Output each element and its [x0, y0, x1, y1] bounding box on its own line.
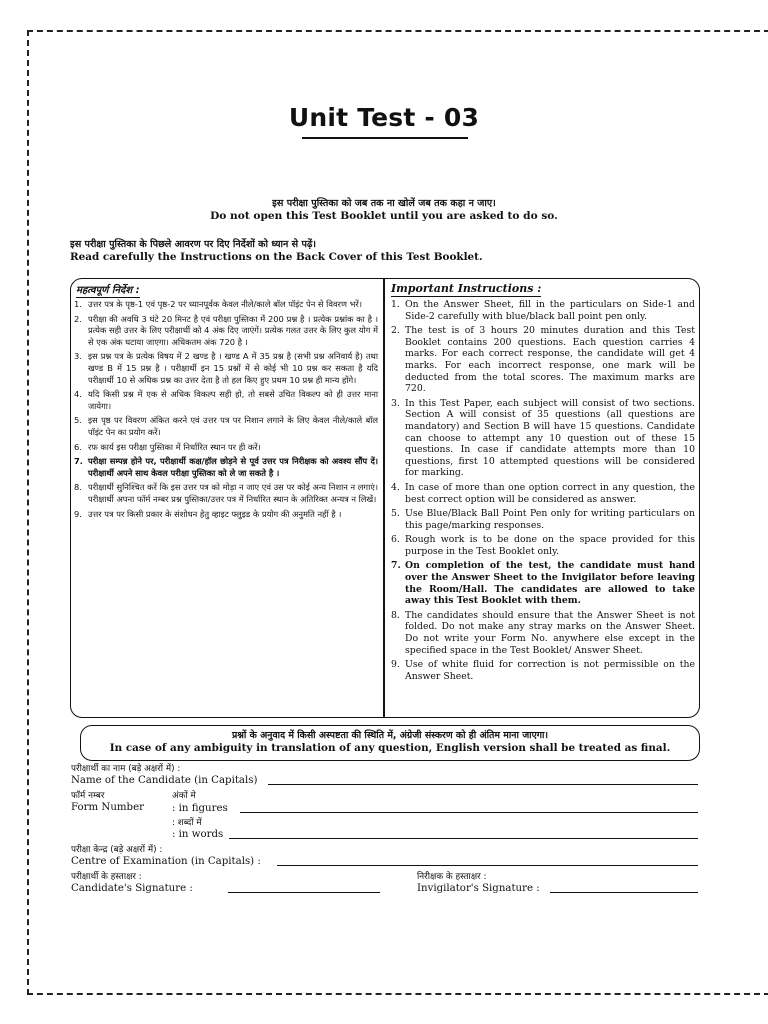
page-title: Unit Test - 03	[288, 103, 480, 132]
item-text: उत्तर पत्र पर किसी प्रकार के संशोधन हेतु व्हाइट फ्लुइड के प्रयोग की अनुमति नहीं है ।	[88, 508, 342, 519]
candidate-signature-label: Candidate's Signature :	[71, 883, 193, 894]
list-item	[391, 508, 695, 531]
list-item	[391, 398, 695, 479]
hindi-heading-underline	[76, 297, 140, 298]
list-item	[391, 560, 695, 606]
list-item	[74, 456, 378, 479]
form-number-label-hindi: फॉर्म नम्बर	[71, 791, 105, 801]
exam-centre-label: Centre of Examination (in Capitals) :	[71, 856, 261, 867]
list-item	[391, 534, 695, 557]
item-number: 4.	[391, 481, 400, 493]
in-figures-label-hindi: अंकों मे	[172, 791, 196, 801]
exam-centre-field[interactable]	[277, 865, 698, 866]
item-text: The candidates should ensure that the Answer Sheet is not folded. Do not make any stray marks on the Answer Sheet. Do not write your Form No. anywhere else except in the specified space in the Test Booklet/ Answer Sheet.	[405, 609, 695, 656]
list-item	[391, 299, 695, 322]
hindi-instructions-list	[74, 299, 378, 523]
item-text: रफ कार्य इस परीक्षा पुस्तिका में निर्धारित स्थान पर ही करें।	[88, 441, 261, 452]
item-text: Rough work is to be done on the space provided for this purpose in the Test Booklet only.	[405, 534, 695, 557]
notice-english: Do not open this Test Booklet until you are asked to do so.	[210, 210, 558, 222]
list-item	[391, 482, 695, 505]
list-item	[74, 509, 378, 521]
in-figures-label: : in figures	[172, 803, 228, 814]
instructions-divider	[383, 279, 385, 717]
item-text: On the Answer Sheet, fill in the particulars on Side-1 and Side-2 carefully with blue/black ball point pen only.	[405, 299, 695, 322]
item-number: 3.	[74, 351, 82, 362]
list-item	[391, 610, 695, 656]
list-item	[74, 415, 378, 438]
list-item	[391, 325, 695, 395]
item-number: 7.	[391, 560, 401, 572]
item-number: 5.	[74, 415, 82, 426]
form-number-words-field[interactable]	[229, 838, 698, 839]
hindi-heading-text: महत्वपूर्ण निर्देश :	[76, 285, 140, 296]
notice-hindi: इस परीक्षा पुस्तिका को जब तक ना खोलें जब तक कहा न जाए।	[272, 198, 496, 209]
title-underline	[302, 137, 468, 139]
invigilator-signature-field[interactable]	[550, 892, 698, 893]
form-number-figures-field[interactable]	[240, 812, 698, 813]
item-number: 6.	[74, 441, 82, 452]
item-text: यदि किसी प्रश्न में एक से अधिक विकल्प सही हो, तो सबसे उचित विकल्प को ही उत्तर माना जायेगा।	[88, 389, 378, 411]
item-text: इस प्रश्न पत्र के प्रत्येक विषय में 2 खण्ड है । खण्ड A में 35 प्रश्न है (सभी प्रश्न अनिवार्य है) तथा खण्ड B में 15 प्रश्न है । परीक्षार्थी इन 15 प्रश्नों में से कोई भी 10 प्रश्न कर सकता है यदि परीक्षार्थी 10 से अधिक प्रश्न का उत्तर देता है तो हल किए हुए प्रथम 10 प्रश्न ही मान्य होंगे।	[88, 351, 378, 385]
read-notice-english: Read carefully the Instructions on the Back Cover of this Test Booklet.	[70, 251, 483, 263]
item-text: In case of more than one option correct in any question, the best correct option will be considered as answer.	[405, 481, 695, 505]
english-heading-underline	[391, 296, 541, 297]
item-text: परीक्षार्थी सुनिश्चित करें कि इस उत्तर पत्र को मोड़ा न जाए एवं उस पर कोई अन्य निशान न लगाएं। परीक्षार्थी अपना फॉर्म नम्बर प्रश्न पुस्तिका/उत्तर पत्र में निर्धारित स्थान के अतिरिक्त अन्यत्र न लिखें।	[88, 482, 378, 504]
item-number: 6.	[391, 534, 400, 546]
item-text: Use Blue/Black Ball Point Pen only for writing particulars on this page/marking responses.	[405, 508, 695, 531]
hindi-instructions-heading	[76, 282, 140, 298]
item-text: In this Test Paper, each subject will consist of two sections. Section A will consist of 35 questions (all questions are mandatory) and Section B will have 15 questions. Candidate can choose to attempt any 10 question out of these 15 questions. In case if candidate attempts more than 10 questions, first 10 attempted questions will be considered for marking.	[405, 397, 695, 479]
item-number: 4.	[74, 389, 82, 400]
list-item	[74, 351, 378, 386]
item-text: On completion of the test, the candidate must hand over the Answer Sheet to the Invigilator before leaving the Room/Hall. The candidates are allowed to take away this Test Booklet with them.	[405, 560, 695, 607]
english-heading-text: Important Instructions :	[391, 282, 542, 295]
item-text: Use of white fluid for correction is not permissible on the Answer Sheet.	[405, 659, 695, 682]
ambiguity-notice-english: In case of any ambiguity in translation of any question, English version shall be treated as final.	[109, 742, 671, 754]
list-item	[74, 314, 378, 349]
candidate-name-field[interactable]	[268, 784, 698, 785]
in-words-label: : in words	[172, 829, 224, 840]
item-text: The test is of 3 hours 20 minutes duration and this Test Booklet contains 200 questions. Each question carries 4 marks. For each correct response, the candidate will get 4 marks. For each incorrect response, one mark will be deducted from the total scores. The maximum marks are 720.	[405, 325, 695, 395]
item-text: परीक्षा की अवधि 3 घंटे 20 मिनट है एवं परीक्षा पुस्तिका में 200 प्रश्न है । प्रत्येक प्रश्नांक का है । प्रत्येक सही उत्तर के लिए परीक्षार्थी को 4 अंक दिए जाएंगें। प्रत्येक गलत उत्तर के लिए कुल योग में से एक अंक घटाया जाएगा। अधिकतम अंक 720 है ।	[88, 313, 378, 347]
ambiguity-notice-hindi: प्रश्नों के अनुवाद में किसी अस्पष्टता की स्थिति में, अंग्रेजी संस्करण को ही अंतिम माना जाएगा।	[231, 730, 549, 741]
list-item	[74, 442, 378, 454]
item-number: 5.	[391, 508, 400, 520]
english-instructions-list	[391, 299, 695, 685]
candidate-name-label: Name of the Candidate (in Capitals)	[71, 775, 258, 786]
item-number: 3.	[391, 397, 400, 409]
item-number: 1.	[391, 299, 400, 310]
candidate-name-label-hindi: परीक्षार्थी का नाम (बड़े अक्षरों में) :	[71, 764, 181, 774]
item-number: 8.	[74, 482, 82, 493]
in-words-label-hindi: : शब्दों में	[172, 818, 202, 828]
item-text: इस पृष्ठ पर विवरण अंकित करने एवं उत्तर पत्र पर निशान लगाने के लिए केवल नीले/काले बॉल पॉइंट पेन का प्रयोग करें।	[88, 415, 378, 437]
list-item	[74, 389, 378, 412]
list-item	[74, 482, 378, 505]
invigilator-signature-label-hindi: निरीक्षक के हस्ताक्षर :	[417, 872, 487, 882]
list-item	[391, 659, 695, 682]
item-number: 2.	[391, 325, 400, 337]
read-notice-hindi: इस परीक्षा पुस्तिका के पिछले आवरण पर दिए निर्देशों को ध्यान से पढ़ें।	[70, 239, 316, 250]
item-number: 9.	[391, 659, 400, 671]
item-number: 9.	[74, 508, 82, 519]
item-text: परीक्षा सम्पन्न होने पर, परीक्षार्थी कक्ष/हॉल छोड़ने से पूर्व उत्तर पत्र निरीक्षक को अवश्य सौंप दें। परीक्षार्थी अपने साथ केवल परीक्षा पुस्तिका को ले जा सकते है ।	[88, 456, 378, 478]
item-number: 1.	[74, 299, 82, 309]
form-number-label: Form Number	[71, 802, 144, 813]
item-text: उत्तर पत्र के पृष्ठ-1 एवं पृष्ठ-2 पर ध्यानपूर्वक केवल नीले/काले बॉल पॉइंट पेन से विवरण भरें।	[88, 299, 362, 309]
candidate-signature-label-hindi: परीक्षार्थी के हस्ताक्षर :	[71, 872, 142, 882]
list-item	[74, 299, 378, 311]
item-number: 2.	[74, 313, 82, 324]
english-instructions-heading	[391, 282, 541, 297]
invigilator-signature-label: Invigilator's Signature :	[417, 883, 540, 894]
item-number: 7.	[74, 456, 83, 467]
candidate-signature-field[interactable]	[228, 892, 380, 893]
item-number: 8.	[391, 609, 400, 621]
exam-centre-label-hindi: परीक्षा केन्द्र (बड़े अक्षरों में) :	[71, 845, 163, 855]
